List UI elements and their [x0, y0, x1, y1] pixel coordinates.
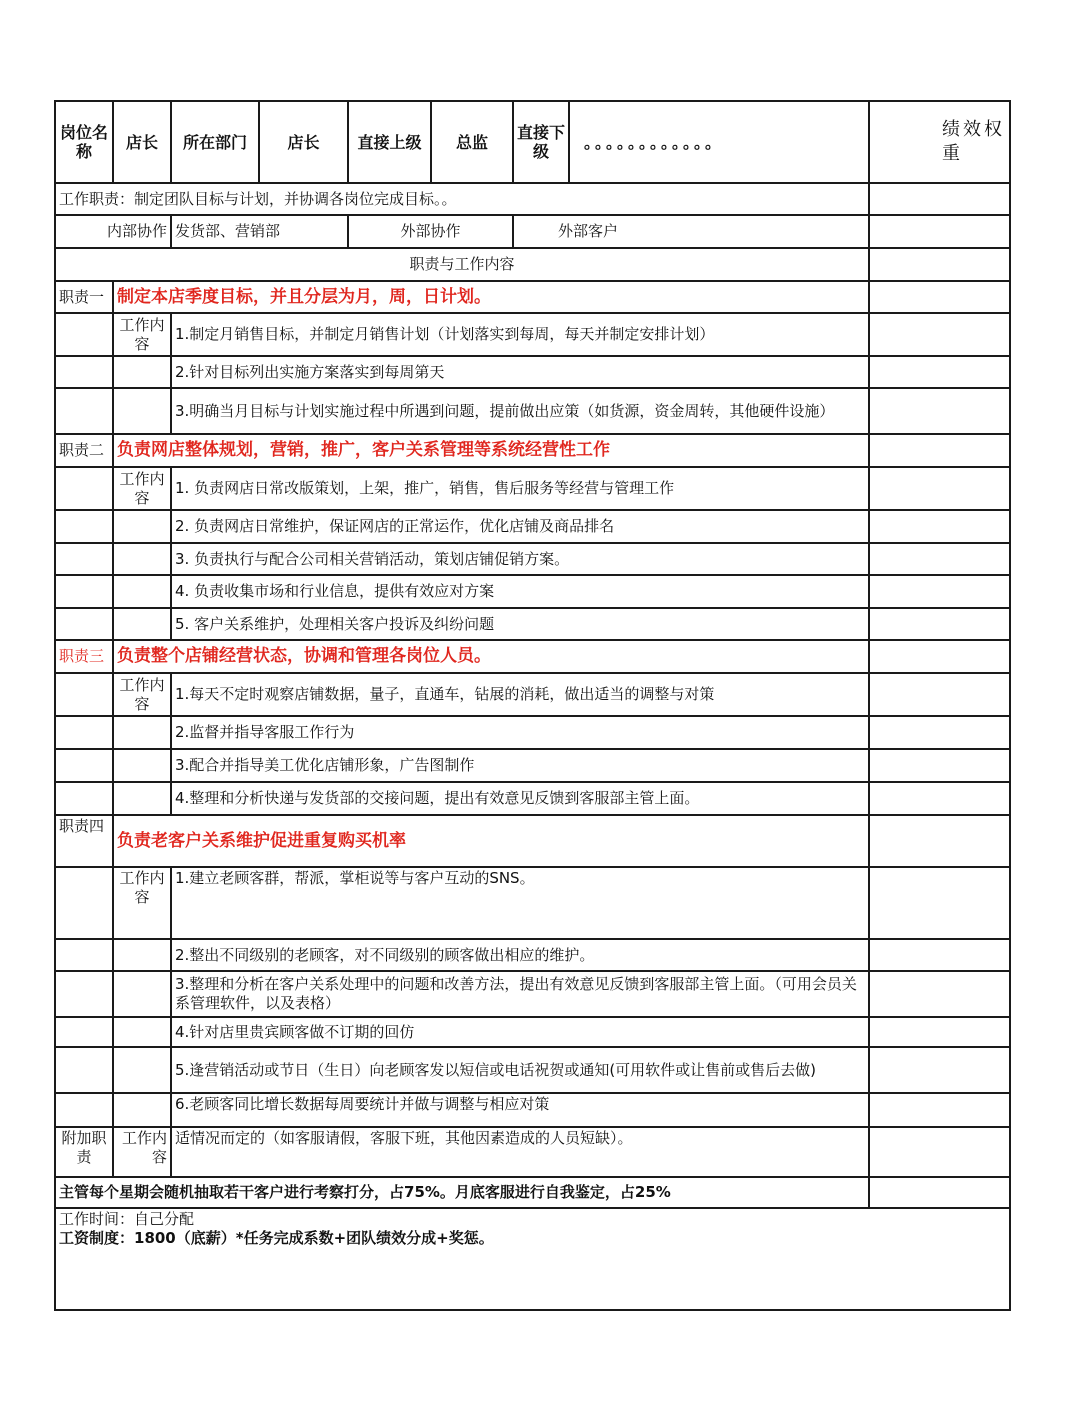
evaluation-text: 主管每个星期会随机抽取若干客户进行考察打分，占75%。月底客服进行自我鉴定，占25%	[55, 1177, 869, 1208]
duty-1-title: 制定本店季度目标，并且分层为月，周，日计划。	[113, 281, 869, 313]
duty-2-item-2: 2. 负责网店日常维护，保证网店的正常运作，优化店铺及商品排名	[171, 510, 869, 543]
duty-4-item-3: 3.整理和分析在客户关系处理中的问题和改善方法，提出有效意见反馈到客服部主管上面。（可用会员关系管理软件，以及表格）	[171, 971, 869, 1017]
duty-2-item-row	[55, 608, 1010, 640]
additional-label: 附加职责	[55, 1127, 113, 1177]
duty-3-item-row	[55, 673, 1010, 716]
duty-4-item-row	[55, 1047, 1010, 1093]
weight-cell	[869, 510, 1010, 543]
duty-4-item-row	[55, 867, 1010, 939]
duty-2-item-1: 1. 负责网店日常改版策划，上架，推广，销售，售后服务等经营与管理工作	[171, 467, 869, 510]
salary-system: 工资制度：1800（底薪）*任务完成系数+团队绩效分成+奖惩。	[59, 1229, 494, 1247]
duty-2-item-row	[55, 575, 1010, 608]
post-name-value: 店长	[113, 101, 171, 183]
duty-4-item-1: 1.建立老顾客群，帮派，掌柜说等与客户互动的SNS。	[171, 867, 869, 939]
weight-cell	[869, 215, 1010, 248]
duty-3-item-row	[55, 749, 1010, 782]
weight-cell	[869, 867, 1010, 939]
weight-cell	[869, 608, 1010, 640]
duty-3-item-row	[55, 782, 1010, 815]
evaluation-row	[55, 1177, 1010, 1208]
weight-cell	[869, 575, 1010, 608]
weight-cell	[869, 313, 1010, 356]
duty-2-item-row	[55, 467, 1010, 510]
duty-2-item-3: 3. 负责执行与配合公司相关营销活动，策划店铺促销方案。	[171, 543, 869, 575]
dept-label: 所在部门	[171, 101, 259, 183]
work-content-label: 工作内容	[113, 467, 171, 510]
weight-cell	[869, 939, 1010, 971]
post-name-label: 岗位名称	[55, 101, 113, 183]
work-content-label: 工作内容	[113, 673, 171, 716]
additional-work-label: 工作内容	[113, 1127, 171, 1177]
duty-2-label: 职责二	[55, 434, 113, 467]
duty-3-item-4: 4.整理和分析快递与发货部的交接问题，提出有效意见反馈到客服部主管上面。	[171, 782, 869, 815]
footer-cell	[55, 1208, 1010, 1310]
weight-cell	[869, 749, 1010, 782]
weight-cell	[869, 1177, 1010, 1208]
duty-4-item-row	[55, 971, 1010, 1017]
duty-3-title-row	[55, 640, 1010, 673]
weight-cell	[869, 716, 1010, 749]
superior-label: 直接上级	[348, 101, 431, 183]
duty-2-item-5: 5. 客户关系维护，处理相关客户投诉及纠纷问题	[171, 608, 869, 640]
duty-3-label: 职责三	[55, 640, 113, 673]
duty-1-item-1: 1.制定月销售目标，并制定月销售计划（计划落实到每周，每天并制定安排计划）	[171, 313, 869, 356]
internal-collab-label: 内部协作	[55, 215, 171, 248]
duty-2-item-row	[55, 543, 1010, 575]
weight-cell	[869, 782, 1010, 815]
weight-cell	[869, 815, 1010, 867]
duty-4-item-row	[55, 939, 1010, 971]
work-time: 工作时间：自己分配	[59, 1210, 195, 1228]
duty-2-title: 负责网店整体规划，营销，推广，客户关系管理等系统经营性工作	[113, 434, 869, 467]
duty-4-item-row	[55, 1017, 1010, 1047]
subordinate-value: 。。。。。。。。。。。。	[569, 101, 869, 183]
weight-cell	[869, 434, 1010, 467]
duty-4-item-2: 2.整出不同级别的老顾客，对不同级别的顾客做出相应的维护。	[171, 939, 869, 971]
duty-summary-row	[55, 183, 1010, 215]
duty-1-title-row	[55, 281, 1010, 313]
duty-1-item-row	[55, 388, 1010, 434]
duty-3-item-2: 2.监督并指导客服工作行为	[171, 716, 869, 749]
weight-cell	[869, 467, 1010, 510]
weight-cell	[869, 1093, 1010, 1127]
weight-cell	[869, 1017, 1010, 1047]
collab-row	[55, 215, 1010, 248]
work-content-label: 工作内容	[113, 867, 171, 939]
duty-1-item-row	[55, 356, 1010, 388]
duty-4-item-6: 6.老顾客同比增长数据每周要统计并做与调整与相应对策	[171, 1093, 869, 1127]
duty-4-item-row	[55, 1093, 1010, 1127]
duty-4-item-5: 5.逢营销活动或节日（生日）向老顾客发以短信或电话祝贺或通知(可用软件或让售前或售后去做)	[171, 1047, 869, 1093]
section-title: 职责与工作内容	[55, 248, 869, 281]
job-description-table	[54, 100, 1011, 1311]
duty-3-item-1: 1.每天不定时观察店铺数据，量子，直通车，钻展的消耗，做出适当的调整与对策	[171, 673, 869, 716]
weight-cell	[869, 640, 1010, 673]
duty-1-label: 职责一	[55, 281, 113, 313]
weight-cell	[869, 388, 1010, 434]
weight-cell	[869, 1047, 1010, 1093]
internal-collab-value: 发货部、营销部	[171, 215, 348, 248]
work-content-label: 工作内容	[113, 313, 171, 356]
superior-value: 总监	[431, 101, 513, 183]
dept-value: 店长	[259, 101, 348, 183]
weight-cell	[869, 543, 1010, 575]
header-row	[55, 101, 1010, 183]
footer-row	[55, 1208, 1010, 1310]
section-title-row	[55, 248, 1010, 281]
additional-row	[55, 1127, 1010, 1177]
duty-4-title-row	[55, 815, 1010, 867]
weight-cell	[869, 281, 1010, 313]
duty-3-title: 负责整个店铺经营状态，协调和管理各岗位人员。	[113, 640, 869, 673]
duty-1-item-row	[55, 313, 1010, 356]
duty-3-item-row	[55, 716, 1010, 749]
external-collab-value: 外部客户	[513, 215, 869, 248]
weight-cell	[869, 248, 1010, 281]
external-collab-label: 外部协作	[348, 215, 513, 248]
additional-content: 适情况而定的（如客服请假，客服下班，其他因素造成的人员短缺）。	[171, 1127, 869, 1177]
duty-3-item-3: 3.配合并指导美工优化店铺形象，广告图制作	[171, 749, 869, 782]
weight-cell	[869, 183, 1010, 215]
weight-label: 绩效权重	[869, 101, 1010, 183]
weight-cell	[869, 356, 1010, 388]
duty-1-item-2: 2.针对目标列出实施方案落实到每周第天	[171, 356, 869, 388]
duty-4-item-4: 4.针对店里贵宾顾客做不订期的回仿	[171, 1017, 869, 1047]
subordinate-label: 直接下级	[513, 101, 569, 183]
duty-2-item-4: 4. 负责收集市场和行业信息，提供有效应对方案	[171, 575, 869, 608]
duty-2-item-row	[55, 510, 1010, 543]
weight-cell	[869, 673, 1010, 716]
duty-4-title: 负责老客户关系维护促进重复购买机率	[113, 815, 869, 867]
duty-2-title-row	[55, 434, 1010, 467]
duty-summary: 工作职责：制定团队目标与计划，并协调各岗位完成目标。。	[55, 183, 869, 215]
weight-cell	[869, 971, 1010, 1017]
duty-4-label: 职责四	[55, 815, 113, 867]
weight-cell	[869, 1127, 1010, 1177]
duty-1-item-3: 3.明确当月目标与计划实施过程中所遇到问题，提前做出应策（如货源，资金周转，其他硬件设施）	[171, 388, 869, 434]
